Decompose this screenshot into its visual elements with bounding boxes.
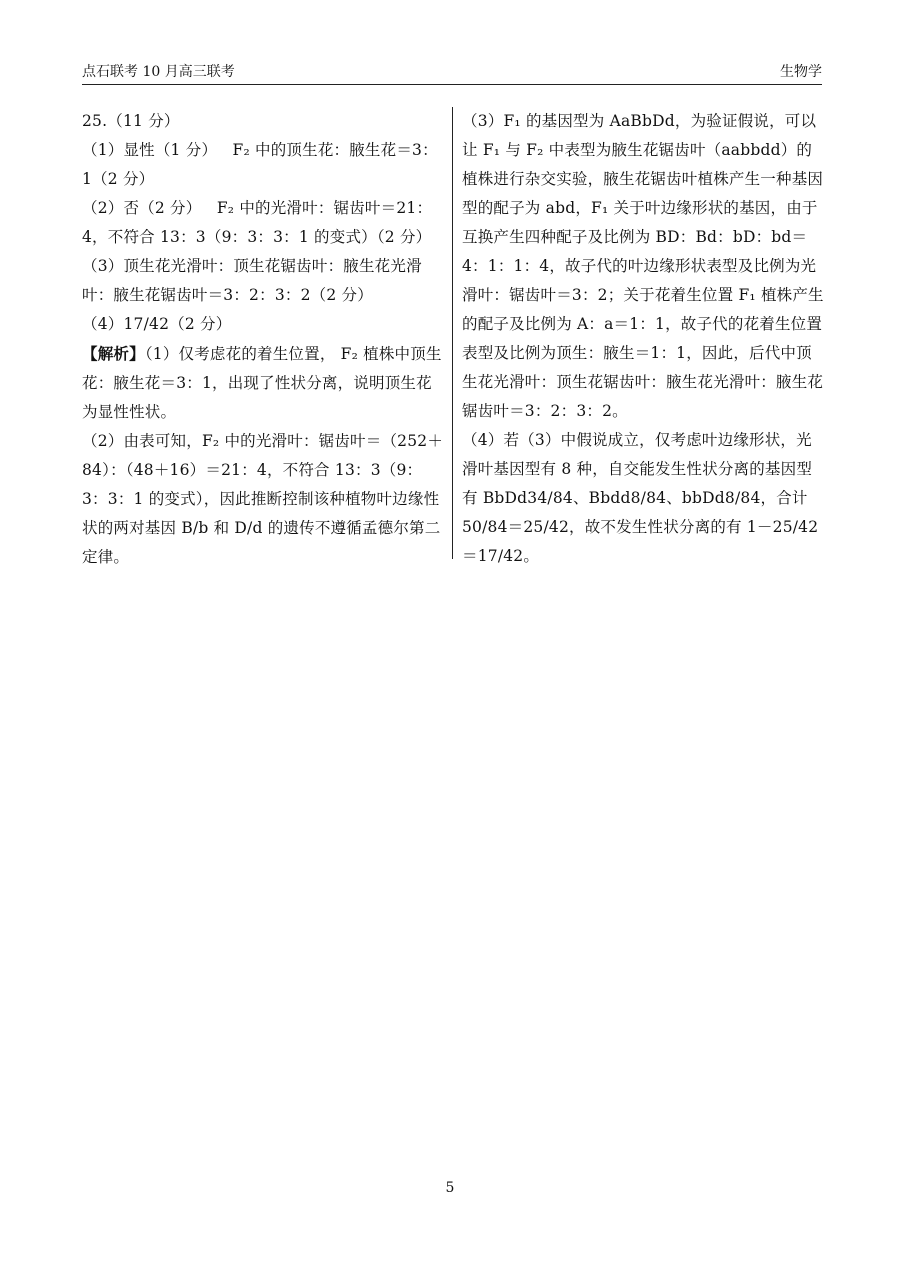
right-column [462, 107, 824, 571]
analysis-3: （3）F₁ 的基因型为 AaBbDd，为验证假说，可以让 F₁ 与 F₂ 中表型为腋生花锯齿叶（aabbdd）的植株进行杂交实验，腋生花锯齿叶植株产生一种基因型的配子为 abd，F₁ 关于叶边缘形状的基因，由于互换产生四种配子及比例为 BD：Bd：bD：bd＝4：1：1：4，故子代的叶边缘形状表型及比例为光滑叶：锯齿叶＝3：2；关于花着生位置 F₁ 植株产生的配子及比例为 A：a＝1：1，故子代的花着生位置表型及比例为顶生：腋生＝1：1，因此，后代中顶生花光滑叶：顶生花锯齿叶：腋生花光滑叶：腋生花锯齿叶＝3：2：3：2。 [462, 112, 824, 420]
analysis-1-paragraph [82, 339, 444, 427]
analysis-label: 【解析】 [82, 344, 145, 363]
page-number: 5 [445, 1180, 455, 1196]
subject-title: 生物学 [780, 64, 822, 80]
analysis-4: （4）若（3）中假说成立，仅考虑叶边缘形状，光滑叶基因型有 8 种，自交能发生性状分离的基因型有 BbDd34/84、Bbdd8/84、bbDd8/84，合计 50/84＝25/42，故不发生性状分离的有 1－25/42＝17/42。 [462, 431, 819, 565]
question-title: 25.（11 分） [82, 112, 180, 130]
answer-3: （3）顶生花光滑叶：顶生花锯齿叶：腋生花光滑叶：腋生花锯齿叶＝3：2：3：2（2 分） [82, 257, 422, 304]
answer-1: （1）显性（1 分） F₂ 中的顶生花：腋生花＝3：1（2 分） [82, 141, 438, 188]
answer-4: （4）17/42（2 分） [82, 315, 232, 333]
left-column [82, 107, 444, 572]
exam-title: 点石联考 10 月高三联考 [82, 64, 235, 80]
analysis-1: （1）仅考虑花的着生位置， F₂ 植株中顶生花：腋生花＝3：1，出现了性状分离，说明顶生花为显性性状。 [82, 345, 442, 421]
analysis-2: （2）由表可知，F₂ 中的光滑叶：锯齿叶＝（252＋84）：（48＋16）＝21：4，不符合 13：3（9：3：3：1 的变式），因此推断控制该种植物叶边缘性状的两对基因 B/b 和 D/d 的遗传不遵循孟德尔第二定律。 [82, 432, 444, 566]
column-divider [452, 107, 453, 559]
answer-2: （2）否（2 分） F₂ 中的光滑叶：锯齿叶＝21：4，不符合 13：3（9：3：3：1 的变式）（2 分） [82, 199, 433, 246]
page-header [82, 62, 822, 85]
